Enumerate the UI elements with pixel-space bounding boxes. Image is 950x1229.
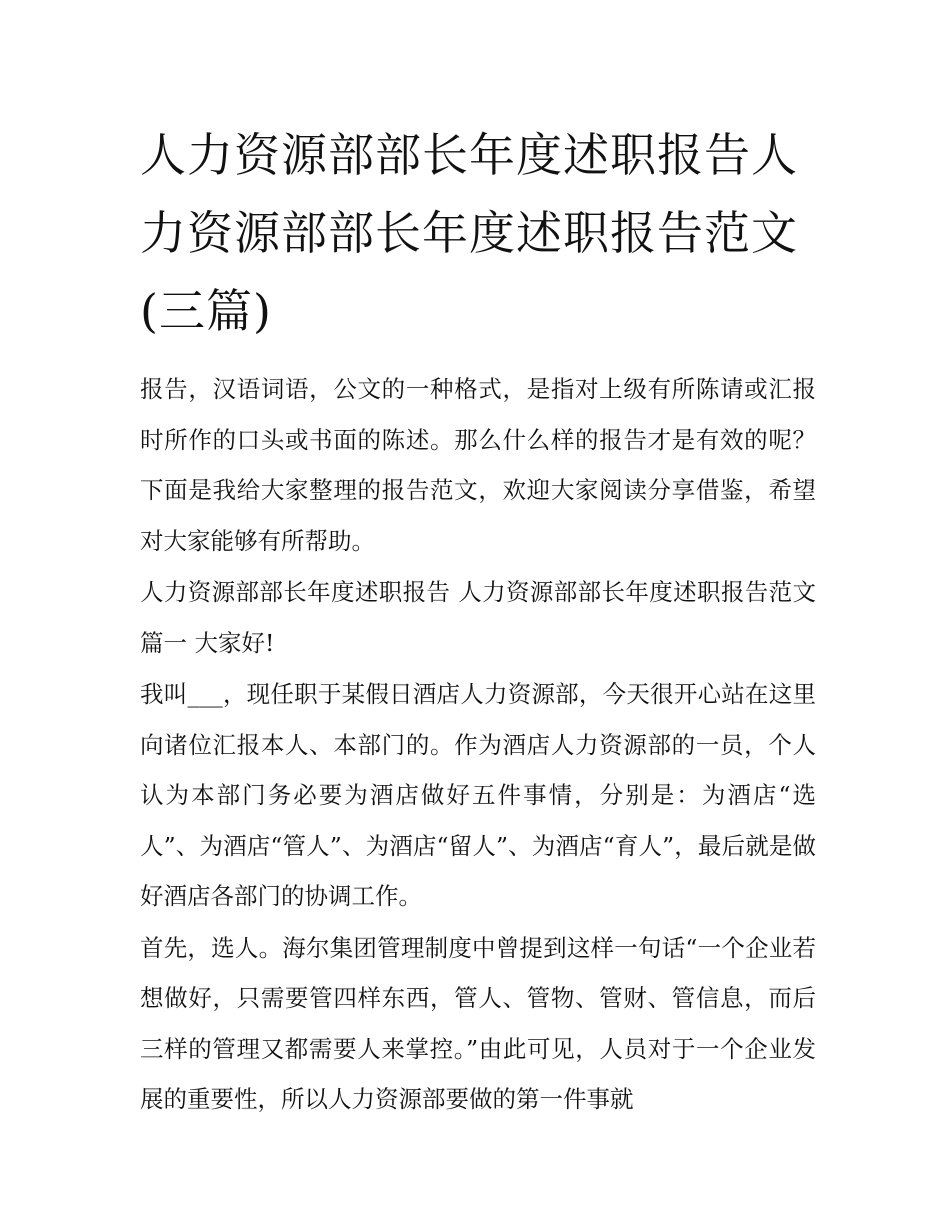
paragraph-self-introduction: 我叫___，现任职于某假日酒店人力资源部，今天很开心站在这里向诸位汇报本人、本部门的。作为酒店人力资源部的一员，个人认为本部门务必要为酒店做好五件事情，分别是：为酒店“选人”、为酒店“管人”、为酒店“留人”、为酒店“育人”，最后就是做好酒店各部门的协调工作。 xyxy=(140,680,816,910)
paragraph-intro: 报告，汉语词语，公文的一种格式，是指对上级有所陈请或汇报时所作的口头或书面的陈述。那么什么样的报告才是有效的呢？下面是我给大家整理的报告范文，欢迎大家阅读分享借鉴，希望对大家能够有所帮助。 xyxy=(140,375,816,555)
document-title: 人力资源部部长年度述职报告人力资源部部长年度述职报告范文(三篇) xyxy=(140,128,798,338)
paragraph-selecting-people: 首先，选人。海尔集团管理制度中曾提到这样一句话“一个企业若想做好，只需要管四样东西，管人、管物、管财、管信息，而后三样的管理又都需要人来掌控。”由此可见，人员对于一个企业发展的重要性，所以人力资源部要做的第一件事就 xyxy=(140,933,816,1113)
paragraph-heading-greeting: 人力资源部部长年度述职报告 人力资源部部长年度述职报告范文篇一 大家好! xyxy=(140,578,816,657)
document-page xyxy=(140,116,816,1126)
